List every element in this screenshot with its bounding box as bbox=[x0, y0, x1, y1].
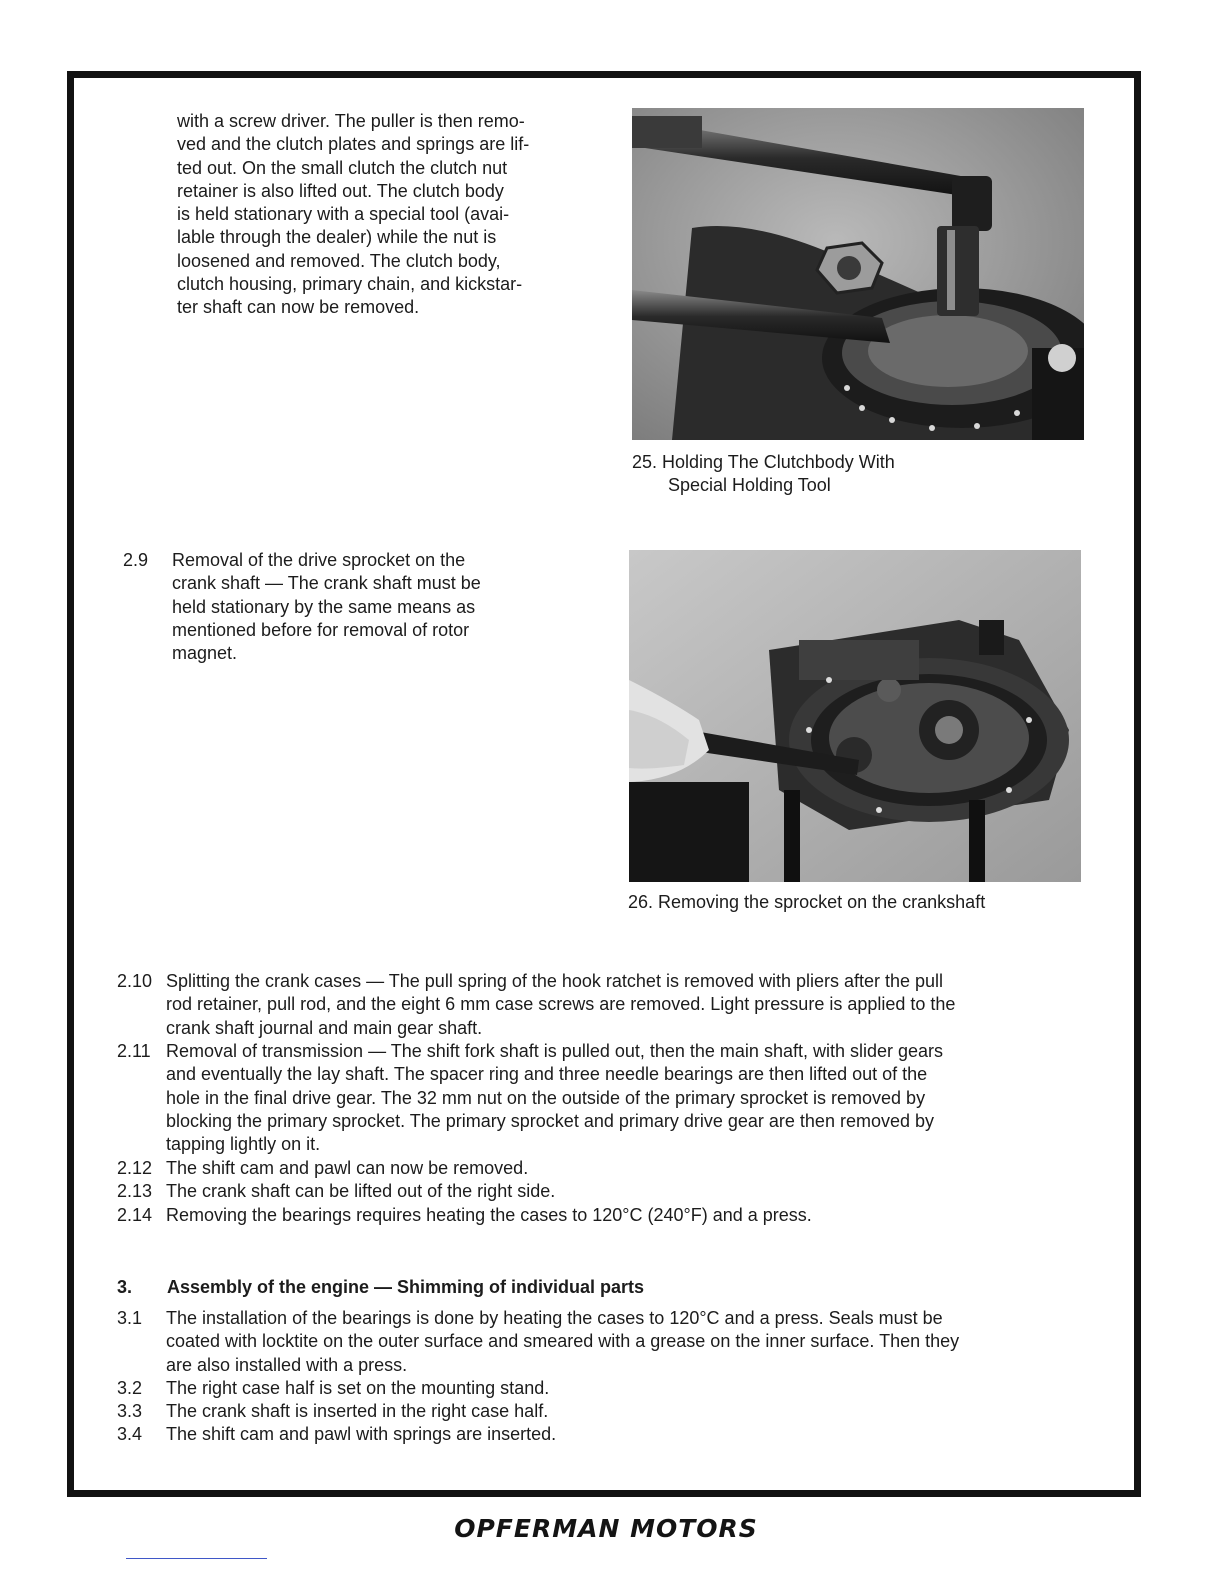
figure-25-caption-line2: Special Holding Tool bbox=[668, 475, 831, 495]
section-line: blocking the primary sprocket. The primary sprocket and primary drive gear are then removed by bbox=[166, 1110, 934, 1131]
section-number: 2.11 bbox=[117, 1041, 151, 1061]
section-line: magnet. bbox=[172, 643, 238, 664]
section-line: The installation of the bearings is done by heating the cases to 120°C and a press. Seals must be bbox=[166, 1308, 943, 1328]
section-number: 2.9 bbox=[123, 550, 149, 570]
intro-line: is held stationary with a special tool (avai- bbox=[177, 204, 510, 225]
section-line: rod retainer, pull rod, and the eight 6 mm case screws are removed. Light pressure is applied to the bbox=[166, 994, 956, 1015]
section-2-9 bbox=[123, 549, 583, 665]
section-line: The crank shaft can be lifted out of the right side. bbox=[166, 1181, 556, 1201]
figure-26-caption bbox=[628, 891, 985, 914]
section-2-12 bbox=[117, 1157, 1117, 1180]
section-2-13 bbox=[117, 1180, 1117, 1203]
section-line: mentioned before for removal of rotor bbox=[172, 619, 470, 640]
section-number: 3.3 bbox=[117, 1401, 143, 1421]
section-number: 2.12 bbox=[117, 1158, 153, 1178]
section-line: hole in the final drive gear. The 32 mm nut on the outside of the primary sprocket is removed by bbox=[166, 1087, 926, 1108]
section-number: 3. bbox=[117, 1277, 133, 1297]
figure-25-caption-line1: 25. Holding The Clutchbody With bbox=[632, 452, 895, 472]
section-number: 2.10 bbox=[117, 971, 153, 991]
section-line: are also installed with a press. bbox=[166, 1354, 408, 1375]
section-line: coated with locktite on the outer surface and smeared with a grease on the inner surface. Then they bbox=[166, 1331, 960, 1352]
section-line: The crank shaft is inserted in the right case half. bbox=[166, 1401, 549, 1421]
opferman-motors-logo bbox=[444, 1513, 768, 1543]
intro-line: ter shaft can now be removed. bbox=[177, 297, 420, 318]
section-number: 2.13 bbox=[117, 1181, 153, 1201]
section-number: 2.14 bbox=[117, 1205, 153, 1225]
intro-line: clutch housing, primary chain, and kickstar- bbox=[177, 274, 523, 295]
section-2-11 bbox=[117, 1040, 1117, 1156]
section-3-3 bbox=[117, 1400, 1117, 1423]
section-line: The shift cam and pawl with springs are inserted. bbox=[166, 1424, 557, 1444]
intro-line: with a screw driver. The puller is then remo- bbox=[177, 111, 525, 131]
intro-line: retainer is also lifted out. The clutch body bbox=[177, 180, 504, 201]
section-line: Removal of transmission — The shift fork shaft is pulled out, then the main shaft, with slider gears bbox=[166, 1041, 944, 1061]
figure-26-caption-line1: 26. Removing the sprocket on the crankshaft bbox=[628, 892, 986, 912]
figure-25-caption bbox=[632, 451, 895, 497]
section-line: The right case half is set on the mounting stand. bbox=[166, 1378, 550, 1398]
section-number: 3.1 bbox=[117, 1308, 143, 1328]
section-line: The shift cam and pawl can now be removed. bbox=[166, 1158, 529, 1178]
intro-paragraph bbox=[177, 110, 597, 320]
crankshaft-sprocket-photo bbox=[629, 550, 1081, 882]
intro-line: lable through the dealer) while the nut is bbox=[177, 227, 497, 248]
section-2-14 bbox=[117, 1204, 1117, 1227]
section-line: and eventually the lay shaft. The spacer ring and three needle bearings are then lifted out of the bbox=[166, 1064, 928, 1085]
section-number: 3.4 bbox=[117, 1424, 143, 1444]
section-line: Removing the bearings requires heating the cases to 120°C (240°F) and a press. bbox=[166, 1205, 812, 1225]
section-2-10 bbox=[117, 970, 1117, 1040]
section-line: Splitting the crank cases — The pull spring of the hook ratchet is removed with pliers after the pull bbox=[166, 971, 944, 991]
intro-line: loosened and removed. The clutch body, bbox=[177, 250, 501, 271]
footer-link-underline[interactable] bbox=[126, 1558, 267, 1559]
section-3-4 bbox=[117, 1423, 1117, 1446]
section-line: tapping lightly on it. bbox=[166, 1134, 321, 1155]
section-line: held stationary by the same means as bbox=[172, 596, 476, 617]
section-3-1 bbox=[117, 1307, 1117, 1377]
intro-line: ved and the clutch plates and springs are lif- bbox=[177, 134, 530, 155]
intro-line: ted out. On the small clutch the clutch nut bbox=[177, 157, 508, 178]
section-line: Removal of the drive sprocket on the bbox=[172, 550, 466, 570]
section-number: 3.2 bbox=[117, 1378, 143, 1398]
section-line: crank shaft journal and main gear shaft. bbox=[166, 1017, 483, 1038]
section-title: Assembly of the engine — Shimming of individual parts bbox=[167, 1277, 645, 1297]
clutch-holding-tool-photo bbox=[632, 108, 1084, 440]
section-3-2 bbox=[117, 1377, 1117, 1400]
section-line: crank shaft — The crank shaft must be bbox=[172, 573, 481, 594]
logo-text: OPFERMAN MOTORS bbox=[454, 1514, 758, 1543]
